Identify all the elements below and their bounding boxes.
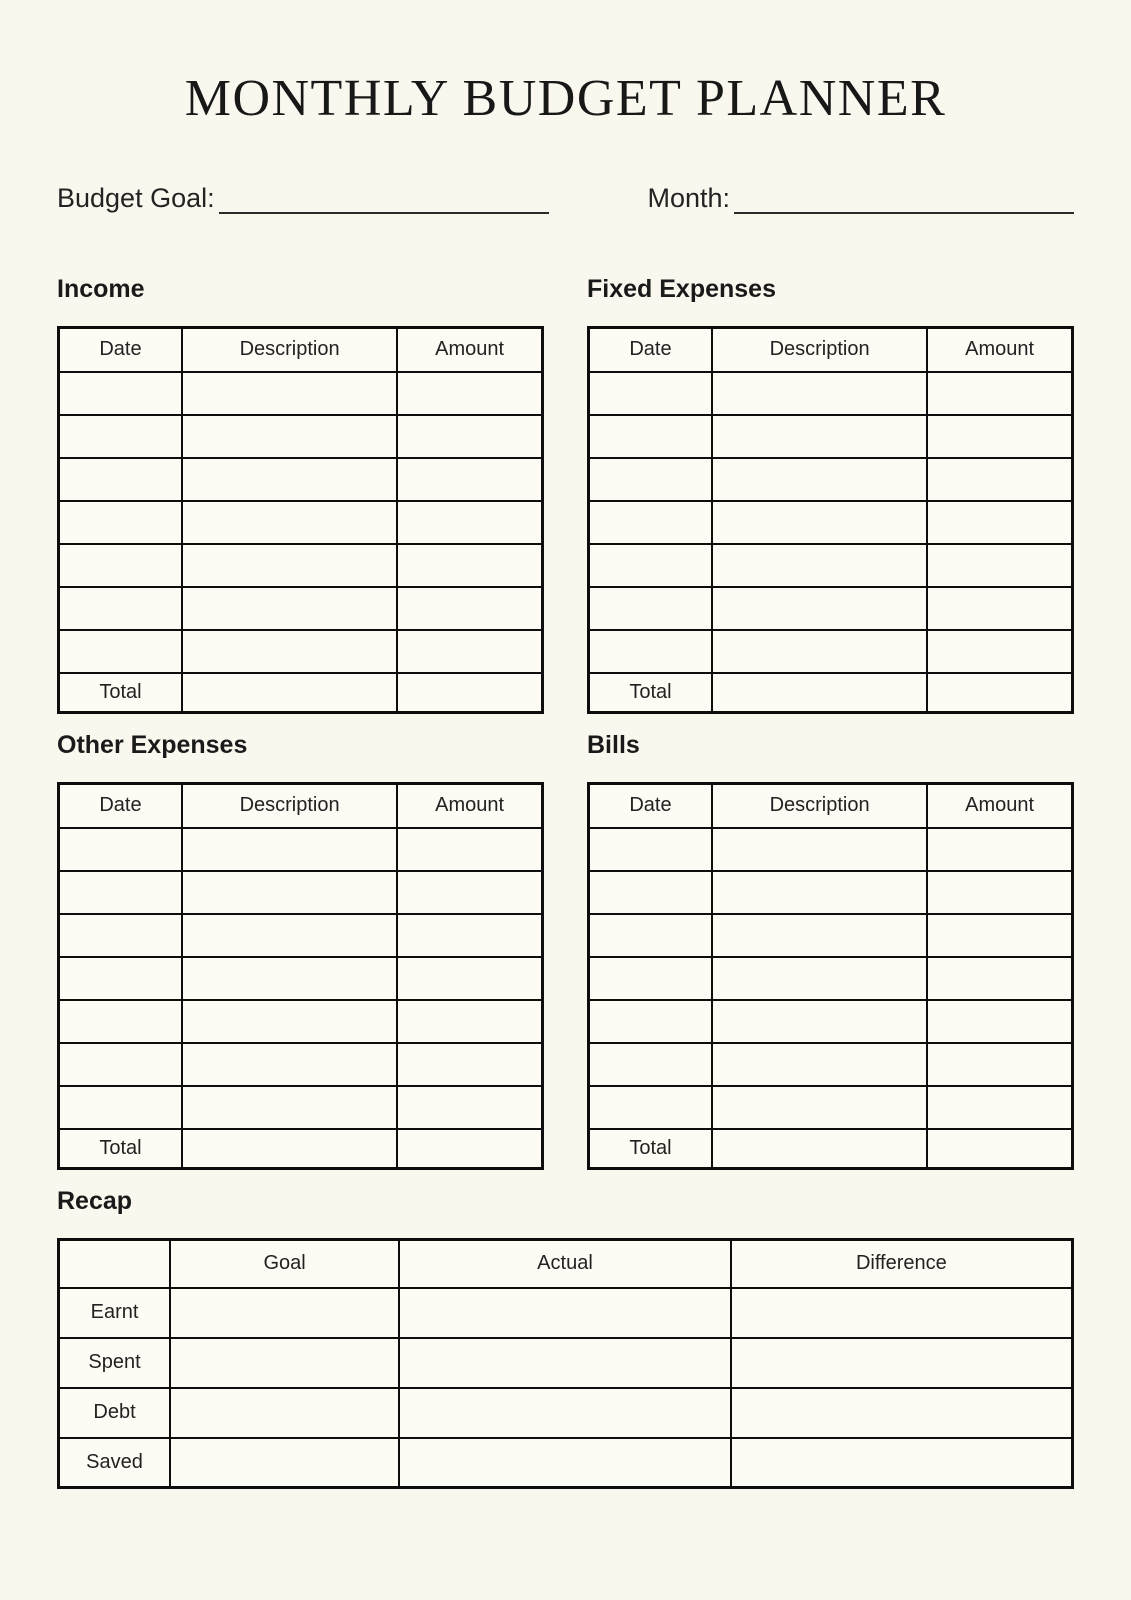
entry-cell-date[interactable]: [589, 458, 712, 501]
entry-row: [59, 630, 543, 673]
entry-cell-amount[interactable]: [397, 828, 542, 871]
entry-cell-description[interactable]: [182, 415, 397, 458]
entry-row: [589, 1000, 1073, 1043]
entry-cell-date[interactable]: [59, 630, 182, 673]
entry-cell-description[interactable]: [712, 957, 927, 1000]
entry-row: [589, 458, 1073, 501]
entry-cell-description[interactable]: [182, 1086, 397, 1129]
entry-cell-amount[interactable]: [397, 415, 542, 458]
entry-cell-description[interactable]: [712, 415, 927, 458]
entry-cell-date[interactable]: [59, 458, 182, 501]
entry-cell-date[interactable]: [589, 871, 712, 914]
header-fields: [57, 182, 1074, 214]
entry-row: [589, 415, 1073, 458]
entry-row: [589, 957, 1073, 1000]
entry-row: [589, 372, 1073, 415]
entry-cell-date[interactable]: [589, 1000, 712, 1043]
total-label: Total: [589, 673, 712, 713]
entry-row: [59, 544, 543, 587]
column-header-description: Description: [182, 328, 397, 372]
entry-cell-amount[interactable]: [927, 914, 1072, 957]
entry-cell-description[interactable]: [182, 630, 397, 673]
entry-cell-description[interactable]: [182, 957, 397, 1000]
recap-goal-cell[interactable]: [170, 1388, 399, 1438]
total-row: [59, 1129, 543, 1169]
column-header-description: Description: [182, 784, 397, 828]
entry-cell-description[interactable]: [182, 372, 397, 415]
entry-cell-description[interactable]: [712, 871, 927, 914]
total-description-cell[interactable]: [182, 673, 397, 713]
entry-cell-description[interactable]: [712, 544, 927, 587]
total-amount-cell[interactable]: [927, 673, 1072, 713]
total-row: [589, 673, 1073, 713]
column-header-description: Description: [712, 328, 927, 372]
entry-cell-description[interactable]: [712, 828, 927, 871]
entry-cell-amount[interactable]: [397, 1043, 542, 1086]
entry-cell-amount[interactable]: [397, 957, 542, 1000]
entry-cell-description[interactable]: [712, 1086, 927, 1129]
other-expenses-table: [57, 782, 544, 1170]
entry-cell-description[interactable]: [182, 458, 397, 501]
total-description-cell[interactable]: [712, 673, 927, 713]
entry-row: [589, 587, 1073, 630]
entry-cell-amount[interactable]: [927, 372, 1072, 415]
section-recap: [57, 1186, 1074, 1489]
entry-cell-date[interactable]: [59, 501, 182, 544]
entry-row: [59, 501, 543, 544]
entry-cell-description[interactable]: [712, 372, 927, 415]
income-table: [57, 326, 544, 714]
recap-actual-cell[interactable]: [399, 1288, 731, 1338]
entry-cell-date[interactable]: [59, 415, 182, 458]
recap-title: Recap: [57, 1187, 133, 1215]
entry-row: [589, 1086, 1073, 1129]
entry-cell-description[interactable]: [182, 587, 397, 630]
entry-row: [59, 1043, 543, 1086]
entry-cell-amount[interactable]: [927, 828, 1072, 871]
entry-cell-amount[interactable]: [397, 630, 542, 673]
recap-row-earnt: [59, 1288, 1073, 1338]
total-row: [59, 673, 543, 713]
total-label: Total: [59, 673, 182, 713]
entry-cell-date[interactable]: [59, 914, 182, 957]
entry-row: [589, 871, 1073, 914]
entry-row: [589, 914, 1073, 957]
budget-goal-label: Budget Goal:: [57, 183, 215, 213]
bills-title: Bills: [587, 731, 640, 759]
entry-cell-date[interactable]: [59, 1043, 182, 1086]
entry-cell-date[interactable]: [589, 1086, 712, 1129]
entry-cell-amount[interactable]: [927, 957, 1072, 1000]
entry-cell-amount[interactable]: [397, 458, 542, 501]
recap-column-goal: Goal: [170, 1240, 399, 1288]
header-row: [59, 328, 543, 372]
month-label: Month:: [647, 183, 730, 213]
entry-cell-date[interactable]: [59, 1000, 182, 1043]
recap-row-spent: [59, 1338, 1073, 1388]
entry-cell-date[interactable]: [589, 501, 712, 544]
recap-difference-cell[interactable]: [731, 1438, 1073, 1488]
entry-cell-date[interactable]: [589, 914, 712, 957]
entry-cell-amount[interactable]: [927, 501, 1072, 544]
entry-cell-description[interactable]: [182, 828, 397, 871]
bills-table: [587, 782, 1074, 1170]
recap-column-actual: Actual: [399, 1240, 731, 1288]
entry-cell-amount[interactable]: [397, 914, 542, 957]
recap-difference-cell[interactable]: [731, 1338, 1073, 1388]
entry-row: [59, 587, 543, 630]
entry-cell-date[interactable]: [589, 415, 712, 458]
entry-cell-description[interactable]: [182, 1000, 397, 1043]
entry-row: [59, 1086, 543, 1129]
entry-cell-amount[interactable]: [397, 372, 542, 415]
header-row: [59, 784, 543, 828]
entry-cell-description[interactable]: [182, 914, 397, 957]
entry-cell-amount[interactable]: [397, 587, 542, 630]
entry-row: [59, 372, 543, 415]
recap-difference-cell[interactable]: [731, 1288, 1073, 1338]
entry-row: [59, 458, 543, 501]
column-header-date: Date: [589, 784, 712, 828]
entry-row: [589, 630, 1073, 673]
entry-cell-amount[interactable]: [927, 1086, 1072, 1129]
column-header-amount: Amount: [927, 328, 1072, 372]
header-row: [589, 784, 1073, 828]
entry-cell-date[interactable]: [589, 587, 712, 630]
entry-cell-date[interactable]: [589, 828, 712, 871]
entry-cell-date[interactable]: [589, 372, 712, 415]
entry-cell-amount[interactable]: [397, 1086, 542, 1129]
entry-cell-date[interactable]: [59, 587, 182, 630]
other-expenses-title: Other Expenses: [57, 731, 248, 759]
entry-cell-date[interactable]: [59, 828, 182, 871]
recap-header-row: [59, 1240, 1073, 1288]
recap-row-label: Spent: [59, 1338, 171, 1388]
tables-grid: [57, 274, 1074, 1170]
entry-row: [59, 914, 543, 957]
column-header-date: Date: [59, 328, 182, 372]
entry-cell-date[interactable]: [589, 630, 712, 673]
section-bills: [587, 730, 1074, 1170]
column-header-description: Description: [712, 784, 927, 828]
entry-cell-date[interactable]: [59, 1086, 182, 1129]
entry-cell-amount[interactable]: [927, 587, 1072, 630]
entry-row: [59, 1000, 543, 1043]
recap-row-label: Saved: [59, 1438, 171, 1488]
entry-cell-amount[interactable]: [927, 1043, 1072, 1086]
entry-cell-amount[interactable]: [927, 415, 1072, 458]
total-amount-cell[interactable]: [927, 1129, 1072, 1169]
column-header-date: Date: [59, 784, 182, 828]
entry-cell-amount[interactable]: [927, 1000, 1072, 1043]
entry-cell-description[interactable]: [182, 871, 397, 914]
recap-goal-cell[interactable]: [170, 1438, 399, 1488]
recap-row-saved: [59, 1438, 1073, 1488]
entry-row: [59, 828, 543, 871]
entry-row: [589, 1043, 1073, 1086]
column-header-amount: Amount: [927, 784, 1072, 828]
budget-goal-input-line[interactable]: [219, 184, 549, 214]
entry-cell-date[interactable]: [589, 957, 712, 1000]
entry-cell-amount[interactable]: [397, 1000, 542, 1043]
entry-cell-amount[interactable]: [927, 630, 1072, 673]
entry-row: [59, 957, 543, 1000]
month-field: [647, 182, 1074, 214]
recap-actual-cell[interactable]: [399, 1388, 731, 1438]
entry-cell-amount[interactable]: [397, 871, 542, 914]
section-fixed-expenses: [587, 274, 1074, 714]
entry-cell-date[interactable]: [59, 372, 182, 415]
header-row: [589, 328, 1073, 372]
section-other-expenses: [57, 730, 544, 1170]
total-row: [589, 1129, 1073, 1169]
total-amount-cell[interactable]: [397, 673, 542, 713]
total-label: Total: [59, 1129, 182, 1169]
entry-cell-amount[interactable]: [927, 544, 1072, 587]
entry-cell-amount[interactable]: [397, 544, 542, 587]
fixed-expenses-table: [587, 326, 1074, 714]
entry-cell-date[interactable]: [59, 544, 182, 587]
entry-cell-amount[interactable]: [397, 501, 542, 544]
recap-difference-cell[interactable]: [731, 1388, 1073, 1438]
fixed-expenses-title: Fixed Expenses: [587, 275, 776, 303]
recap-column-difference: Difference: [731, 1240, 1073, 1288]
entry-cell-description[interactable]: [182, 501, 397, 544]
entry-cell-amount[interactable]: [927, 871, 1072, 914]
total-amount-cell[interactable]: [397, 1129, 542, 1169]
entry-cell-description[interactable]: [712, 1000, 927, 1043]
total-description-cell[interactable]: [712, 1129, 927, 1169]
entry-cell-description[interactable]: [182, 544, 397, 587]
entry-row: [589, 828, 1073, 871]
entry-cell-description[interactable]: [712, 501, 927, 544]
column-header-amount: Amount: [397, 784, 542, 828]
entry-cell-description[interactable]: [712, 630, 927, 673]
entry-cell-amount[interactable]: [927, 458, 1072, 501]
entry-row: [589, 544, 1073, 587]
entry-cell-description[interactable]: [182, 1043, 397, 1086]
entry-cell-description[interactable]: [712, 1043, 927, 1086]
page-title: MONTHLY BUDGET PLANNER: [184, 70, 947, 127]
recap-row-debt: [59, 1388, 1073, 1438]
income-title: Income: [57, 275, 145, 303]
month-input-line[interactable]: [734, 184, 1074, 214]
recap-goal-cell[interactable]: [170, 1288, 399, 1338]
entry-cell-date[interactable]: [589, 544, 712, 587]
entry-row: [59, 415, 543, 458]
total-description-cell[interactable]: [182, 1129, 397, 1169]
recap-goal-cell[interactable]: [170, 1338, 399, 1388]
recap-actual-cell[interactable]: [399, 1338, 731, 1388]
section-income: [57, 274, 544, 714]
budget-goal-field: [57, 182, 549, 214]
entry-row: [59, 871, 543, 914]
recap-row-label: Earnt: [59, 1288, 171, 1338]
entry-cell-description[interactable]: [712, 458, 927, 501]
entry-cell-date[interactable]: [59, 957, 182, 1000]
entry-cell-description[interactable]: [712, 587, 927, 630]
entry-cell-date[interactable]: [59, 871, 182, 914]
recap-corner-cell: [59, 1240, 171, 1288]
column-header-amount: Amount: [397, 328, 542, 372]
column-header-date: Date: [589, 328, 712, 372]
recap-row-label: Debt: [59, 1388, 171, 1438]
recap-actual-cell[interactable]: [399, 1438, 731, 1488]
total-label: Total: [589, 1129, 712, 1169]
entry-cell-description[interactable]: [712, 914, 927, 957]
recap-table: [57, 1238, 1074, 1489]
entry-cell-date[interactable]: [589, 1043, 712, 1086]
entry-row: [589, 501, 1073, 544]
